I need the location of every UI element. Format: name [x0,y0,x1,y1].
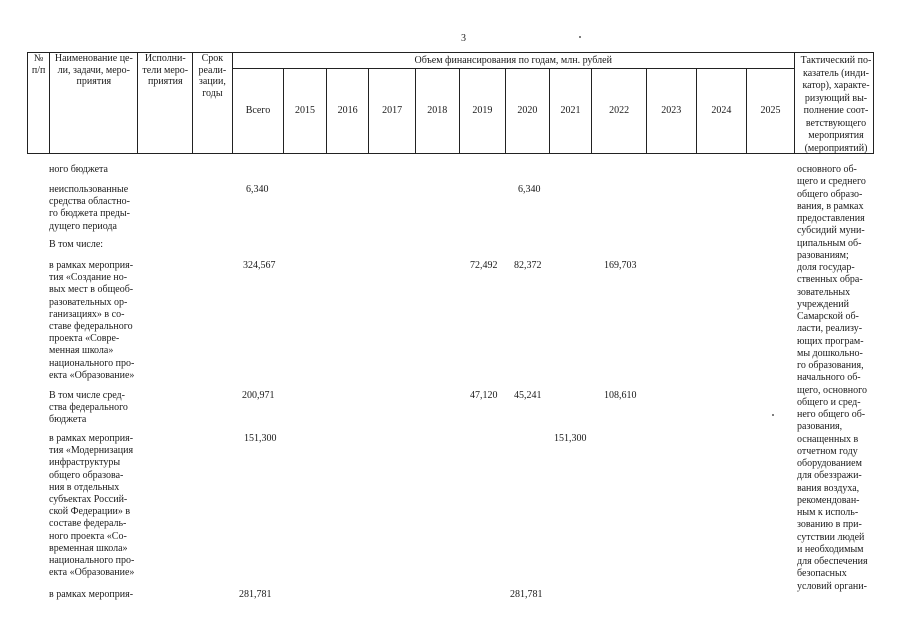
row-value-2020: 45,241 [514,390,542,401]
header-indicator-text: Тактический по- казатель (инди- катор), характе- ризующий вы- полнение соот- ветствующего мероприятия (мероприятий) [800,55,872,154]
row-value-2022: 108,610 [604,390,637,401]
row-value-2021: 151,300 [554,433,587,444]
scan-speck [772,414,774,416]
row-total: 324,567 [243,260,276,271]
header-year-2024: 2024 [696,69,747,154]
indicator-column-text: основного об- щего и среднего общего образо- вания, в рамках предоставления субсидий муни- ципальным об- разованиям; доля государ- ственных обра- зовательных учреждений Самарской об- ласти, реализу- ющих програм- мы дошкольно- го образования, начального об- щего, основного общего и сред- него общего об- разования, оснащенных в отчетном году оборудованием для обеззражи- вания воздуха, рекомендован- ным к исполь- зованию в при- сутствии людей и необходимым для обеспечения безопасных условий органи- [797,164,868,592]
row-name: ного бюджета [49,164,108,175]
row-total: 6,340 [246,184,269,195]
header-year-2025: 2025 [747,69,795,154]
header-col-executors: Исполни- тели меро- приятия [138,53,193,154]
header-year-2018: 2018 [415,69,459,154]
row-value-2019: 72,492 [470,260,498,271]
header-col-number: № п/п [28,53,50,154]
row-total: 200,971 [242,390,275,401]
row-name: В том числе сред- ства федерального бюджета [49,390,128,426]
header-year-2017: 2017 [369,69,416,154]
header-year-2016: 2016 [326,69,369,154]
row-value-2019: 47,120 [470,390,498,401]
row-name: неиспользованные средства областно- го бюджета преды- дущего периода [49,184,130,232]
scan-speck [579,36,581,38]
header-col-funding: Объем финансирования по годам, млн. рублей [232,53,794,69]
header-col-name: Наименование це- ли, задачи, меро- приятия [50,53,138,154]
row-total: 151,300 [244,433,277,444]
row-name: в рамках мероприя- тия «Создание но- вых мест в общеоб- разовательных ор- ганизациях» в со- ставе федерального проекта «Совре- менная школа» национального про- екта «Образование» [49,260,135,381]
header-year-2015: 2015 [284,69,327,154]
row-value-2020: 6,340 [518,184,541,195]
row-name: в рамках мероприя- [49,589,134,600]
row-value-2022: 169,703 [604,260,637,271]
header-year-2020: 2020 [506,69,550,154]
row-total: 281,781 [239,589,272,600]
row-name: в рамках мероприя- тия «Модернизация инфраструктуры общего образова- ния в отдельных субъектах Россий- ской Федерации» в составе федераль- ного проекта «Со- временная школа» национального про- екта «Образование» [49,433,135,579]
page-number: 3 [461,33,466,44]
row-value-2020: 82,372 [514,260,542,271]
header-year-2021: 2021 [549,69,592,154]
header-col-total: Всего [232,69,284,154]
header-col-term: Срок реали- зации, годы [193,53,233,154]
header-year-2023: 2023 [646,69,696,154]
row-value-2020: 281,781 [510,589,543,600]
row-name: В том числе: [49,239,104,250]
header-year-2022: 2022 [592,69,647,154]
table-header [27,52,874,154]
header-year-2019: 2019 [459,69,506,154]
